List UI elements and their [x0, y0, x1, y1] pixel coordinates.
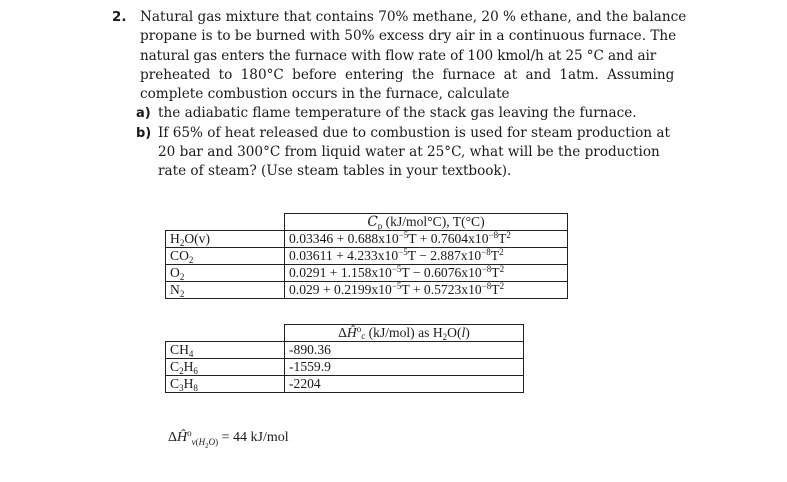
problem-number: 2. [112, 10, 127, 25]
problem-statement [140, 8, 712, 104]
statement-line: Natural gas mixture that contains 70% methane, 20 % ethane, and the balance [140, 9, 687, 25]
species-cell: $N_2$ [166, 282, 285, 299]
table-row [166, 248, 568, 265]
part-label: b) [136, 125, 152, 141]
heat-capacity-table [165, 213, 568, 299]
header-blank-cell [166, 325, 285, 342]
species-cell: $O_2$ [166, 265, 285, 282]
statement-line: propane is to be burned with 50% excess dry air in a continuous furnace. The [140, 28, 677, 45]
header-blank-cell [166, 214, 285, 231]
species-cell: $C_3H_8$ [166, 376, 285, 393]
part-line: If 65% of heat released due to combustion is used for steam production at [158, 124, 670, 141]
cp-header: $C_p$ (kJ/mol°C), T(°C) [285, 214, 568, 231]
statement-line: natural gas enters the furnace with flow rate of 100 kmol/h at 25 °C and air [140, 47, 657, 64]
species-cell: $CH_4$ [166, 342, 285, 359]
species-cell: $H_2O(v)$ [166, 231, 285, 248]
heat-of-vaporization: $\Delta Ĥ^o_{v(H_2O)} = 44$ kJ/mol [168, 428, 289, 450]
heat-of-combustion-table [165, 324, 524, 393]
part-line: the adiabatic flame temperature of the stack gas leaving the furnace. [158, 105, 637, 122]
hc-value: -2204 [285, 376, 524, 393]
cp-expression: $0.029 + 0.2199x10^{-5}T + 0.5723x10^{-8}T^2$ [285, 282, 568, 299]
table-header-row [166, 214, 568, 231]
species-cell: $C_2H_6$ [166, 359, 285, 376]
table-row [166, 342, 524, 359]
part-a [136, 104, 712, 123]
cp-expression: $0.0291 + 1.158x10^{-5}T - 0.6076x10^{-8}T^2$ [285, 265, 568, 282]
hc-value: -890.36 [285, 342, 524, 359]
part-line: 20 bar and 300°C from liquid water at 25°C, what will be the production [158, 144, 660, 161]
statement-line: complete combustion occurs in the furnace, calculate [140, 86, 510, 103]
table-row [166, 265, 568, 282]
cp-header-text: (kJ/mol°C), T(°C) [385, 214, 485, 229]
table-row [166, 359, 524, 376]
cp-expression: $0.03611 + 4.233x10^{-5}T - 2.887x10^{-8}T^2$ [285, 248, 568, 265]
table-row [166, 282, 568, 299]
hc-header: $\Delta Ĥ^o_c$ (kJ/mol) as $H_2O(l)$ [285, 325, 524, 342]
problem-block [112, 8, 712, 182]
species-cell: $CO_2$ [166, 248, 285, 265]
part-b [136, 124, 712, 182]
statement-line: preheated to 180°C before entering the furnace at and 1atm. Assuming [140, 66, 675, 83]
cp-expression: $0.03346 + 0.688x10^{-5}T + 0.7604x10^{-8}T^2$ [285, 231, 568, 248]
table-header-row [166, 325, 524, 342]
table-row [166, 376, 524, 393]
hc-value: -1559.9 [285, 359, 524, 376]
part-label: a) [136, 106, 151, 122]
table-row [166, 231, 568, 248]
part-line: rate of steam? (Use steam tables in your textbook). [158, 163, 512, 180]
